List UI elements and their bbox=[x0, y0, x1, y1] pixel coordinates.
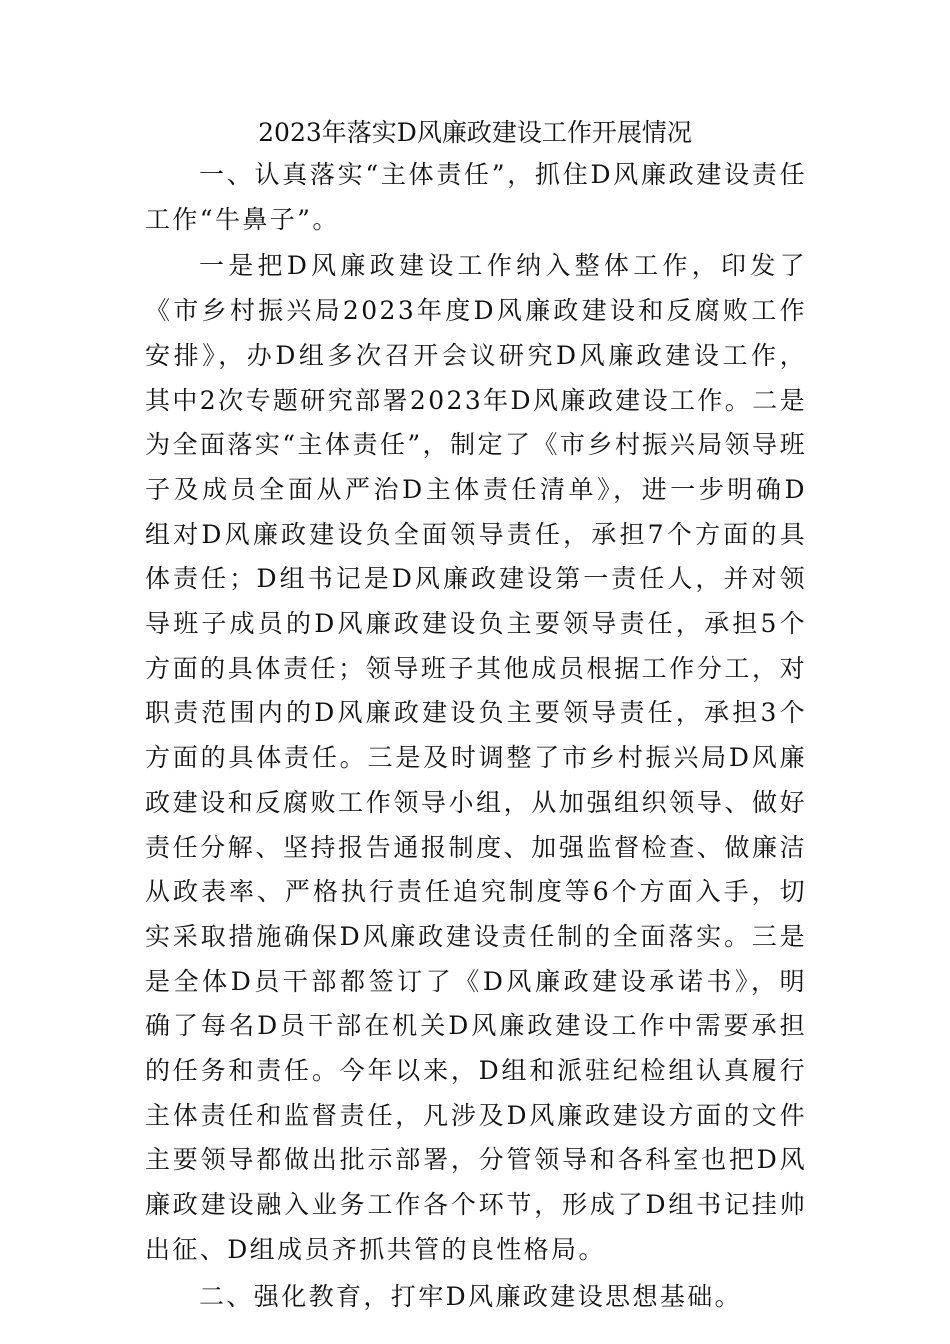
document-body bbox=[145, 153, 807, 1319]
section-heading-1: 一、认真落实“主体责任”，抓住D风廉政建设责任工作“牛鼻子”。 bbox=[145, 160, 807, 234]
section-heading-2: 二、强化教育，打牢D风廉政建设思想基础。 bbox=[199, 1281, 743, 1311]
body-paragraph: 一是把D风廉政建设工作纳入整体工作，印发了《市乡村振兴局2023年度D风廉政建设和反腐败工作安排》，办D组多次召开会议研究D风廉政建设工作，其中2次专题研究部署2023年D风廉政建设工作。二是为全面落实“主体责任”，制定了《市乡村振兴局领导班子及成员全面从严治D主体责任清单》，进一步明确D组对D风廉政建设负全面领导责任，承担7个方面的具体责任；D组书记是D风廉政建设第一责任人，并对领导班子成员的D风廉政建设负主要领导责任，承担5个方面的具体责任；领导班子其他成员根据工作分工，对职责范围内的D风廉政建设负主要领导责任，承担3个方面的具体责任。三是及时调整了市乡村振兴局D风廉政建设和反腐败工作领导小组，从加强组织领导、做好责任分解、坚持报告通报制度、加强监督检查、做廉洁从政表率、严格执行责任追究制度等6个方面入手，切实采取措施确保D风廉政建设责任制的全面落实。三是是全体D员干部都签订了《D风廉政建设承诺书》，明确了每名D员干部在机关D风廉政建设工作中需要承担的任务和责任。今年以来，D组和派驻纪检组认真履行主体责任和监督责任，凡涉及D风廉政建设方面的文件主要领导都做出批示部署，分管领导和各科室也把D风廉政建设融入业务工作各个环节，形成了D组书记挂帅出征、D组成员齐抓共管的良性格局。 bbox=[145, 251, 807, 1264]
document-title: 2023年落实D风廉政建设工作开展情况 bbox=[258, 118, 692, 147]
